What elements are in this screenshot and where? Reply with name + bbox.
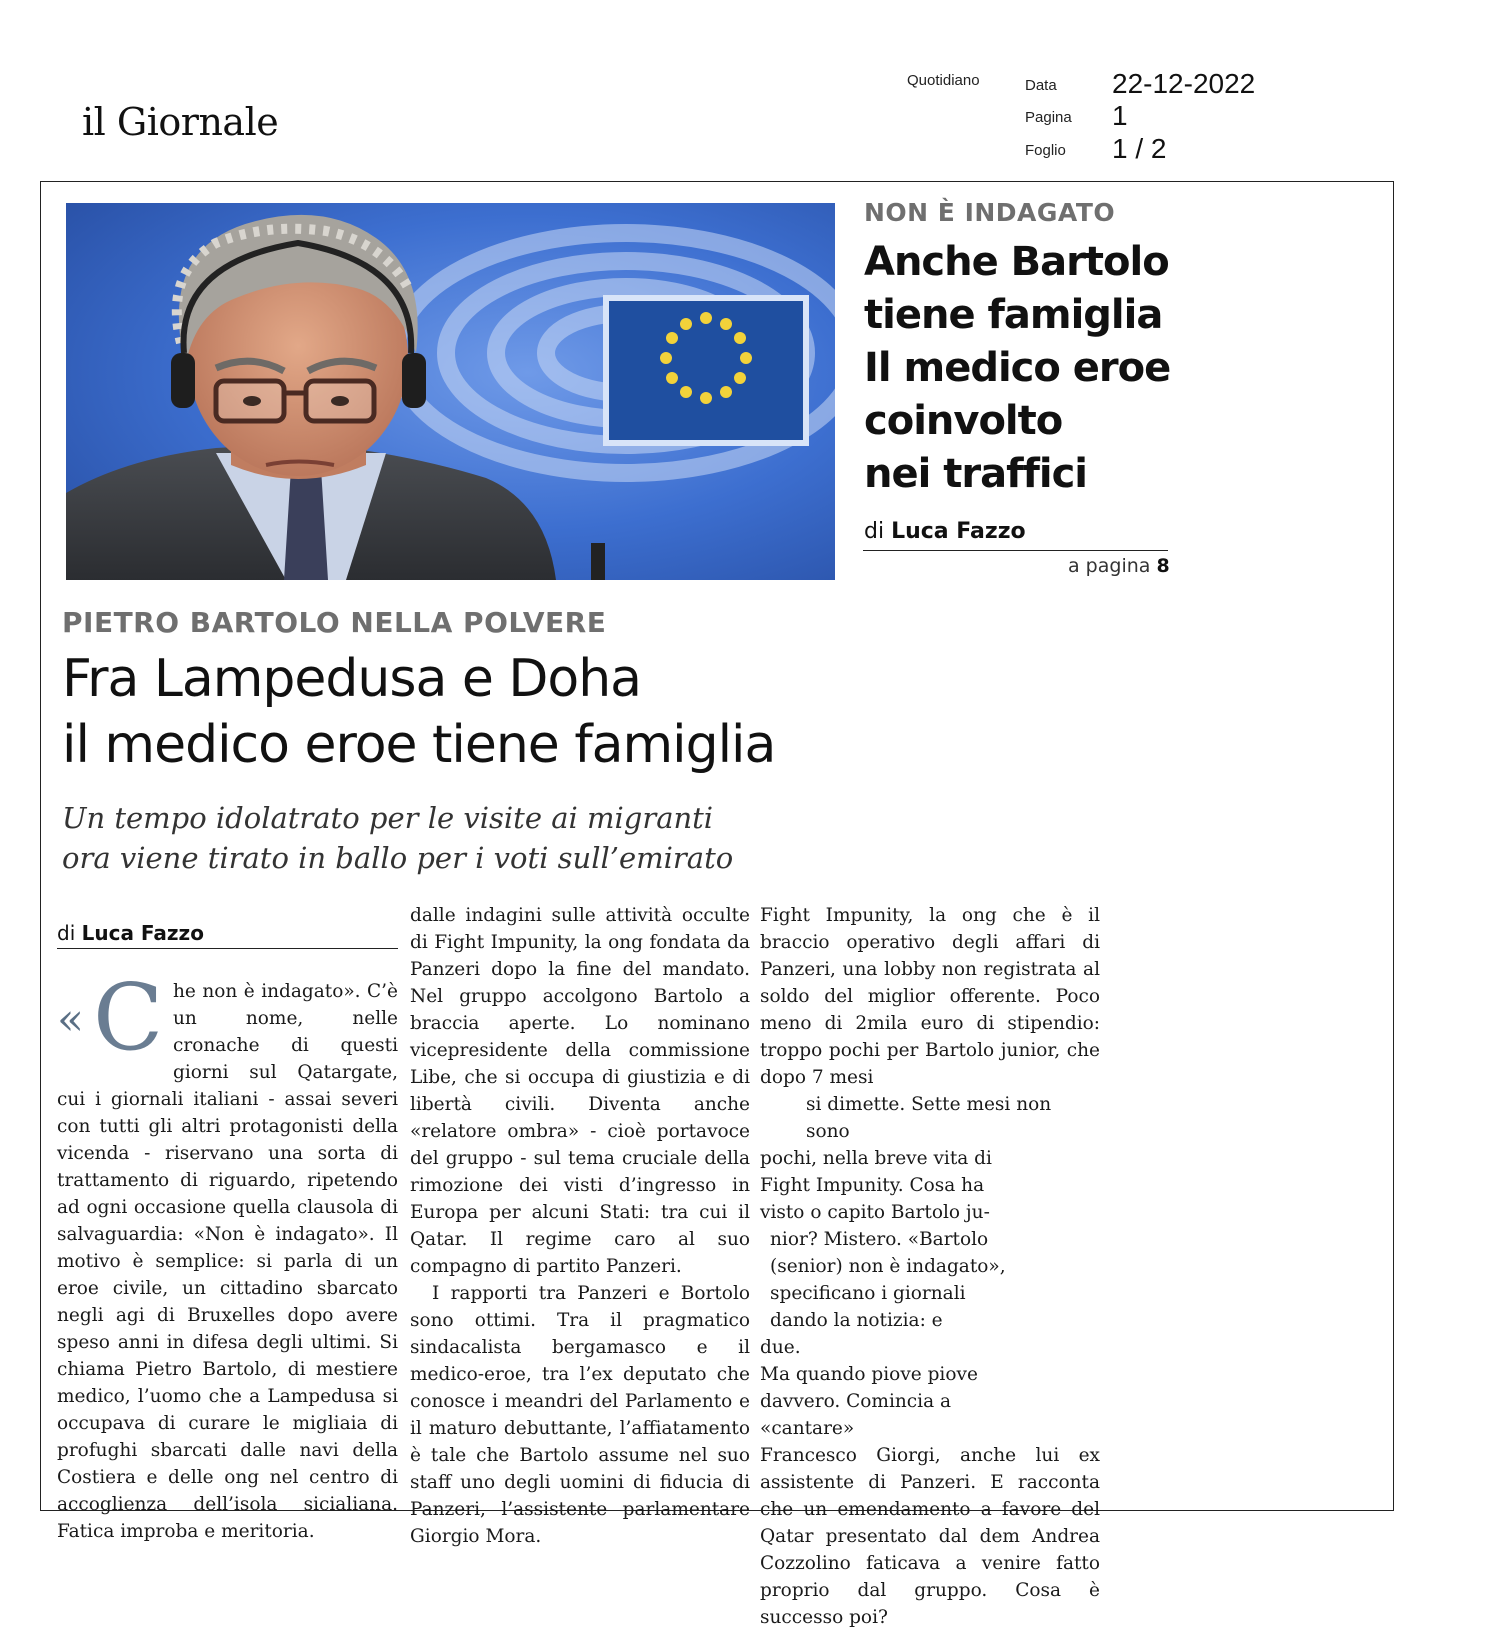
teaser-headline[interactable]: [864, 236, 1184, 501]
byline-prefix: di: [57, 921, 76, 945]
teaser-divider: [863, 550, 1168, 551]
drop-cap-quote: «: [57, 994, 84, 1045]
teaser-headline-line: Anche Bartolo: [864, 239, 1169, 285]
teaser-byline: [864, 519, 1026, 544]
article-subtitle: [62, 798, 733, 878]
paragraph: Fight Impunity, la ong che è il braccio operativo degli affari di Panzeri, una lobby non registrata al soldo del miglior offerente. Poco meno di 2mila euro di stipendio: troppo pochi per Bartolo junior, che dopo 7 mesi: [760, 905, 1100, 1088]
article-headline-line: il medico eroe tiene famiglia: [62, 715, 776, 775]
paragraph: I rapporti tra Panzeri e Bortolo sono ottimi. Tra il pragmatico sindacalista bergamasco e il medico-eroe, tra l’ex deputato che conosce i meandri del Parlamento e il maturo debuttante, l’affiatamento è tale che Bartolo assume nel suo staff uno degli uomini di fiducia di Panzeri, l’assistente parlamentare Giorgio Mora.: [410, 1283, 750, 1547]
teaser-headline-line: Il medico eroe: [864, 345, 1171, 391]
sheet-label: Foglio: [1025, 142, 1066, 159]
page-label: Pagina: [1025, 109, 1072, 126]
article-subtitle-line: Un tempo idolatrato per le visite ai migranti: [62, 801, 714, 835]
article-kicker: PIETRO BARTOLO NELLA POLVERE: [62, 606, 607, 639]
masthead-logo: il Giornale: [82, 100, 279, 144]
paragraph: due.: [760, 1337, 801, 1358]
paragraph: he non è indagato». C’è un nome, nelle cronache di questi giorni sul Qatargate, cui i giornali italiani - assai severi con tutti gli altri protagonisti della vicenda - riservano una sorta di trattamento di riguardo, ripetendo ad ogni occasione quella clausola di salvaguardia: «Non è indagato». Il motivo è semplice: si parla di un eroe civile, un cittadino sbarcato negli agi di Bruxelles dopo avere speso anni in difesa degli ultimi. Si chiama Pietro Bartolo, di mestiere medico, l’uomo che a Lampedusa si occupava di curare le migliaia di profughi sbarcati dalle navi della Costiera e delle ong nel centro di accoglienza dell’isola sicialiana. Fatica improba e meritoria.: [57, 981, 398, 1542]
teaser-page-reference[interactable]: [1068, 555, 1170, 577]
article-headline-line: Fra Lampedusa e Doha: [62, 649, 642, 709]
article-column-2: [410, 902, 750, 1550]
byline-author: Luca Fazzo: [81, 921, 204, 945]
byline-author: Luca Fazzo: [891, 519, 1026, 544]
drop-cap-letter: C: [93, 964, 164, 1071]
sheet-value: 1 / 2: [1112, 133, 1167, 164]
article-column-3: [760, 902, 1100, 1631]
paragraph: pochi, nella breve vita di Fight Impunity. Cosa ha visto o capito Bartolo ju-: [760, 1148, 992, 1223]
paragraph: Ma quando piove piove davvero. Comincia a «cantare»: [760, 1364, 978, 1439]
article-subtitle-line: ora viene tirato in ballo per i voti sull’emirato: [62, 841, 734, 875]
page-reference-number: 8: [1156, 555, 1170, 577]
paragraph: Francesco Giorgi, anche lui ex assistente di Panzeri. E racconta che un emendamento a favore del Qatar presentato dal dem Andrea Cozzolino faticava a venire fatto proprio dal gruppo. Cosa è successo poi?: [760, 1445, 1100, 1628]
date-label: Data: [1025, 77, 1057, 94]
article-column-1: [57, 964, 398, 1545]
paragraph: si dimette. Sette mesi non sono: [806, 1094, 1052, 1142]
teaser-headline-line: nei traffici: [864, 451, 1088, 497]
page-value: 1: [1112, 100, 1128, 131]
photo-pietro-bartolo: [66, 203, 835, 580]
publication-type: Quotidiano: [907, 72, 980, 89]
byline-prefix: di: [864, 519, 885, 544]
article-byline: [57, 921, 204, 945]
article-byline-divider: [57, 948, 398, 949]
paragraph: nior? Mistero. «Bartolo (senior) non è indagato», specificano i giornali dando la notizia: e: [770, 1229, 1006, 1331]
date-value: 22-12-2022: [1112, 68, 1256, 99]
drop-cap: [57, 964, 167, 1071]
page-reference-prefix: a pagina: [1068, 555, 1151, 577]
teaser-headline-line: tiene famiglia: [864, 292, 1163, 338]
paragraph: dalle indagini sulle attività occulte di Fight Impunity, la ong fondata da Panzeri dopo la fine del mandato. Nel gruppo accolgono Bartolo a braccia aperte. Lo nominano vicepresidente della commissione Libe, che si occupa di giustizia e di libertà civili. Diventa anche «relatore ombra» - cioè portavoce del gruppo - sul tema cruciale della rimozione dei visti d’ingresso in Europa per alcuni Stati: tra cui il Qatar. Il regime caro al suo compagno di partito Panzeri.: [410, 905, 750, 1277]
teaser-headline-line: coinvolto: [864, 398, 1063, 444]
article-headline: [62, 646, 775, 778]
teaser-kicker: NON È INDAGATO: [864, 198, 1116, 227]
